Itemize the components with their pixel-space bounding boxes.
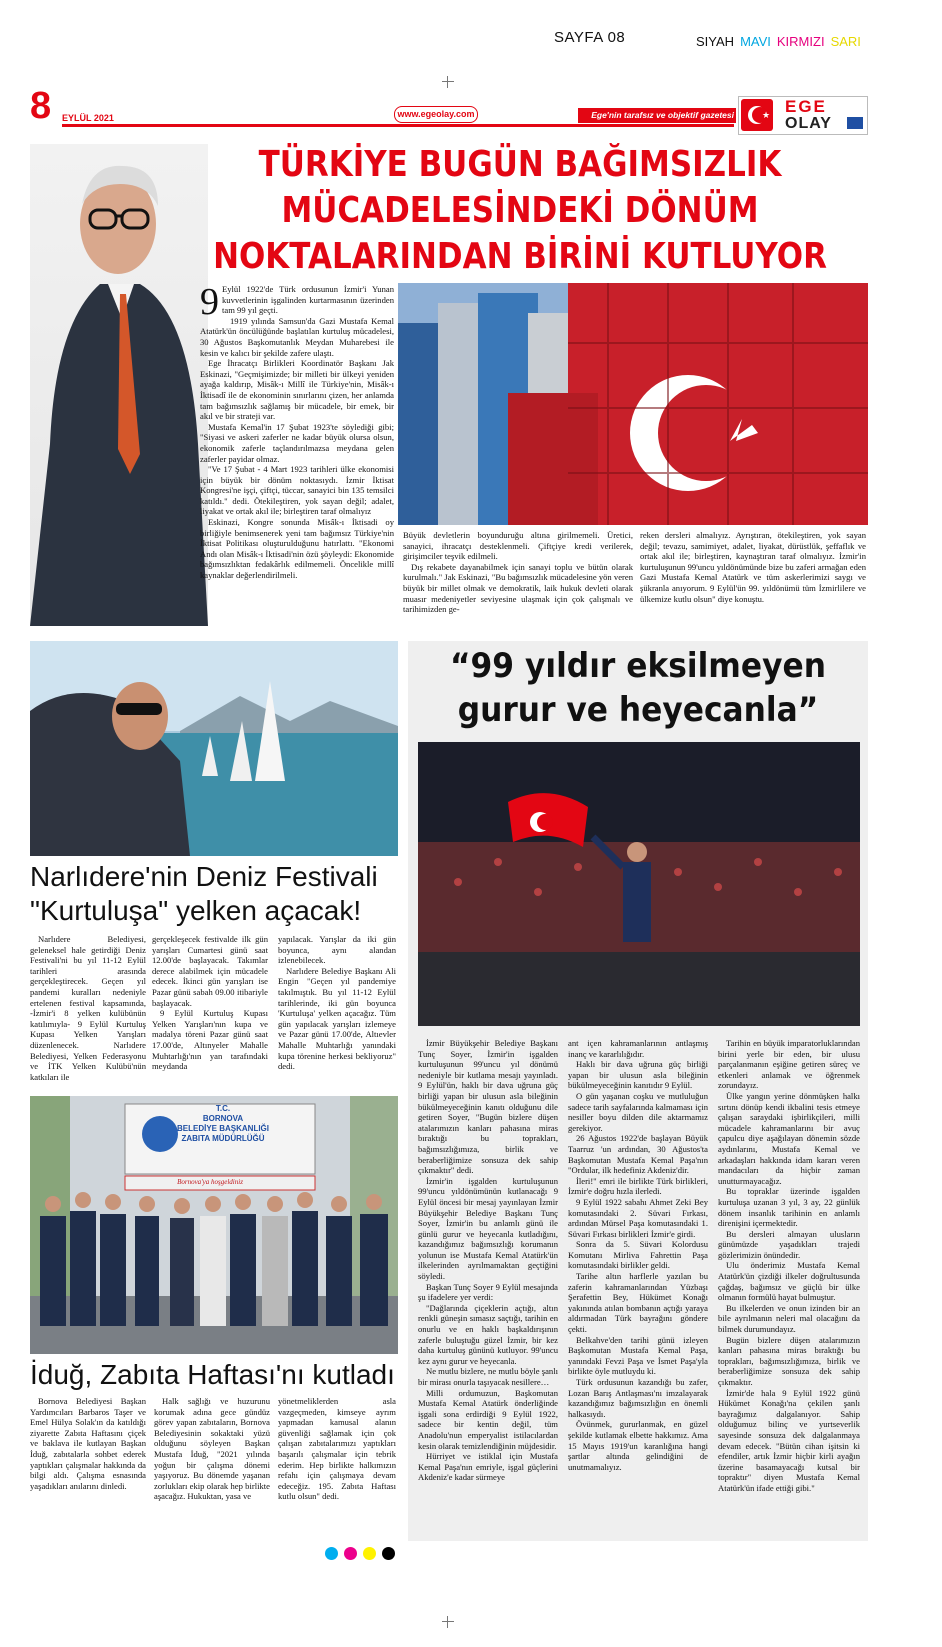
article3-headline: İduğ, Zabıta Haftası'nı kutladı — [30, 1359, 395, 1390]
article2-headline — [30, 860, 400, 928]
color-dot-black — [382, 1547, 395, 1560]
logo-flag — [847, 117, 863, 129]
paragraph: yönetmeliklerden asla vazgeçmeden, kimseye ayrım yapmadan kamusal alanın güvenliği sağlamak için çok çalışan zabıtalarımızı yaptıkları başarılı çalışmalar için tebrik ederim. Hep birlikte halkımızın refahı için çalışmaya devam edeceğiz. 195. Zabıta Haftası kutlu olsun" dedi. — [278, 1396, 396, 1502]
paragraph: İzmir Büyükşehir Belediye Başkanı Tunç Soyer, İzmir'in işgalden kurtuluşunun 99'uncu yıl dönümü nedeniyle bir kutlama mesajı yayınladı. 9 Eylül'ün, haklı bir dava uğruna güç birliği yapan bir ulusun asla bileğinin bükülmeyeceğinin kanıtı olduğunu dile getiren Soyer, "Bugün bizlere düşen atalarımızın kanları pahasına miras bıraktığı bu toprakları, bağımsızlığımıza, birlik ve beraberliğimize sonsuza dek sahip çıkmaktır" dedi. — [418, 1038, 558, 1176]
paragraph: Sonra da 5. Süvari Kolordusu Komutanı Mirliva Fahrettin Paşa komutasındaki birlikler geldi. — [568, 1239, 708, 1271]
paragraph: Belkahve'den tarihi günü izleyen Başkomutan Mustafa Kemal Paşa, yanındaki Fevzi Paşa ve İsmet Paşa'yla birlikte öyle mutluydu ki. — [568, 1334, 708, 1377]
page-number: 8 — [30, 85, 52, 127]
logo-top: EGE — [785, 97, 827, 116]
welcome-banner: Bornova'ya hoşgeldiniz — [177, 1178, 243, 1186]
paragraph: Mustafa Kemal'in 17 Şubat 1923'te söylediği gibi; "Siyasi ve askeri zaferler ne kadar büyük olursa olsun, ekonomik zaferle taçlandırılmazsa meydana gelen zaferler payidar olmaz. — [200, 421, 394, 464]
paragraph: Ege İhracatçı Birlikleri Koordinatör Başkanı Jak Eskinazi, "Geçmişimizde; bir milleti bir ülkeyi yeniden ayağa kaldırıp, Misâk-ı Millî ile Türkiye'nin, Misâk-ı İktisadî ile de ekonominin sınırlarını çizen, her anlamda tam bağımsızlık sağlamış bir mücadele, bir emek, bir akıl ve bir strateji var. — [200, 358, 394, 422]
logo-bottom: OLAY — [785, 115, 832, 132]
paragraph: Büyük devletlerin boyunduruğu altına girilmemeli. Üretici, sanayici, ihracatçı desteklenmeli. Çiftçiye kredi verilerek, girişimciler teşvik edilmeli. — [403, 530, 633, 562]
paragraph: Eylül 1922'de Türk ordusunun İzmir'i Yunan kuvvetlerinin işgalinden kurtarmasının üzerinden tam 99 yıl geçti. — [222, 284, 394, 316]
registration-mark-bottom — [442, 1616, 454, 1628]
color-label-yellow: SARI — [830, 34, 861, 49]
portrait-photo — [30, 144, 208, 626]
paragraph: Bu topraklar üzerinde işgalden kurtuluşa uzanan 3 yıl, 3 ay, 22 günlük dönem insanlık tarihinin en anlamlı direnişini içermektedir. — [718, 1186, 860, 1229]
article3-column-3 — [278, 1396, 396, 1502]
color-label-cyan: MAVI — [740, 34, 771, 49]
paragraph: Ne mutlu bizlere, ne mutlu böyle şanlı bir mirası onurla taşıyacak nesillere… — [418, 1366, 558, 1387]
article4-headline-line2: gurur ve heyecanla” — [457, 690, 819, 730]
paragraph: "Dağlarında çiçeklerin açtığı, altın renkli güneşin sımasız saçtığı, tarihin en onurlu ve en haklı başkaldırışının zaferle buluştuğu güzel İzmir, bir kez daha kurtuluş gününü kutluyor. 99'uncu kez aynı gurur ve heyecanla. — [418, 1302, 558, 1366]
paragraph: Türk ordusunun kazandığı bu zafer, Lozan Barış Antlaşması'nı imzalayarak kazandığımız bağımsızlığın en önemli halkasıydı. — [568, 1377, 708, 1419]
article1-column-2 — [403, 530, 633, 615]
paragraph: Ulu önderimiz Mustafa Kemal Atatürk'ün çizdiği ilkeler doğrultusunda çağdaş, bağımsız ve güçlü bir ülke olmanın formülü hayat bulmuştur. — [718, 1260, 860, 1303]
color-dot-magenta — [344, 1547, 357, 1560]
paragraph: reken dersleri almalıyız. Ayrıştıran, ötekileştiren, yok sayan değil; tevazu, samimiyet, adalet, liyakat, dürüstlük, şeffaflık ve ortak akıl ile; birleştiren, kaynaştıran taraf olmalıyız. İzmir'in kurtuluşunun 99'uncu yıldönümünde bize bu zaferi armağan eden Gazi Mustafa Kemal Atatürk ve tüm askerlerimizi saygı ve şükranla anıyorum. 9 Eylül'ün 99. yıldönümü tüm İzmirlilere ve ülkemize kutlu olsun" diye konuştu. — [640, 530, 866, 604]
paragraph: Milli ordumuzun, Başkomutan Mustafa Kemal Atatürk önderliğinde işgali sona erdirdiği 9 Eylül 1922, sadece bir kentin değil, tüm Anadolu'nun emperyalist istilacılardan kesin olarak temizlendiğinin müjdesidir. — [418, 1387, 558, 1451]
paragraph: Hürriyet ve istiklal için Mustafa Kemal Paşa'nın emriyle, işgal güçlerini Akdeniz'e kadar sürmeye — [418, 1451, 558, 1483]
containers-flag-photo — [398, 283, 868, 525]
sailing-photo — [30, 641, 398, 856]
article1-column-1 — [200, 284, 394, 624]
article3-column-2 — [154, 1396, 270, 1502]
paragraph: yapılacak. Yarışlar da iki gün boyunca, aynı alandan izlenebilecek. — [278, 934, 396, 966]
paragraph: 9 Eylül Kurtuluş Kupası Yelken Yarışları'nın kupa ve madalya töreni Pazar günü saat 17.00'de, Altınyeler Mahalle Muhtarlığı'nın yan tarafındaki meydanda — [152, 1008, 268, 1072]
paragraph: "Ve 17 Şubat - 4 Mart 1923 tarihleri ülke ekonomisi için büyük bir dönüm noktasıydı. İzmir İktisat Kongresi'ne işçi, çiftçi, tüccar, sanayici bin 135 temsilci katıldı." dedi. Ötekileştiren, yok sayan değil; adalet, liyakat ve ortak akıl ile; birleştiren taraf olmalıyız — [200, 464, 394, 517]
office-sign-line4: ZABITA MÜDÜRLÜĞÜ — [181, 1134, 265, 1143]
article3-column-1 — [30, 1396, 146, 1491]
paragraph: Ülke yangın yerine dönmüşken halkı sırtını dönüp kendi ikbalini tesis etmeye çalışan saraydaki işbirlikçileri, milli mücadele kahramanlarını bir avuç çapulcu diye aşağılayan dönemin sözde aydınlarını, Mustafa Kemal ve arkadaşları hakkında idam kararı veren mandacıları da hiçbir zaman unutturmayacağız. — [718, 1090, 860, 1186]
article1-headline-line2: MÜCADELESİNDEKİ DÖNÜM — [281, 190, 759, 231]
office-sign-line2: BORNOVA — [202, 1114, 244, 1123]
paragraph: Bugün bizlere düşen atalarımızın kanları pahasına miras bıraktığı bu toprakları, bağımsızlığımıza, birlik ve beraberliğimize sonsuza dek sahip çıkmaktır. — [718, 1334, 860, 1387]
paragraph: İzmir'in işgalden kurtuluşunun 99'uncu yıldönümünün kutlanacağı 9 Eylül öncesi bir mesaj yayınlayan İzmir Büyükşehir Belediye Başkanı Tunç Soyer, İzmir'in bu anlamlı günü ile günlü gurur ve heyecanla kutladığını, kazandığımız bağımsızlığı korumanın yolunun ise Mustafa Kemal Atatürk'ün ilkelerinden ayrılmamaktan geçtiğini söyledi. — [418, 1175, 558, 1282]
article1-headline-line3: NOKTALARINDAN BİRİNİ KUTLUYOR — [213, 236, 827, 277]
color-label-magenta: KIRMIZI — [776, 34, 825, 49]
paragraph: Dış rekabete dayanabilmek için sanayi toplu ve bütün olarak kurulmalı." Jak Eskinazi, "Bu bağımsızlık mücadelesine yön veren büyük bir millet olmak ve demokratik, laik hukuk devleti olarak muasır medeniyetler seviyesine ulaşmak için çok çalışmalı ve tarihimizden ge- — [403, 561, 633, 615]
drop-cap: 9 — [200, 284, 219, 323]
paragraph: Eskinazi, Kongre sonunda Misâk-ı İktisadi oy birliğiyle benimsenerek yeni tam bağımsız Türkiye'nin İktisat Politikası oluşturulduğunu hatırlattı. "Ekonomi Andı olan Misâk-ı İktisadi'nin özü şöyleydi: Ekonomide bağımsızlıktan fedakârlık edilmemeli. Öncelikle millî kaynaklar değerlendirilmeli. — [200, 517, 394, 581]
office-sign — [165, 1104, 281, 1144]
color-label-black: SIYAH — [696, 34, 735, 49]
article4-headline-line1: “99 yıldır eksilmeyen — [449, 646, 826, 686]
article2-column-3 — [278, 934, 396, 1072]
paragraph: İleri!" emri ile birlikte Türk birlikleri, İzmir'e doğru hızla ilerledi. — [568, 1175, 708, 1197]
paragraph: Başkan Tunç Soyer 9 Eylül mesajında şu ifadelere yer verdi: — [418, 1281, 558, 1303]
paragraph: Övünmek, gururlanmak, en güzel şekilde kutlamak elbette hakkımız. Ama 15 Mayıs 1919'un karanlığına hangi şartlar altında gelindiğini de unutmamalıyız. — [568, 1419, 708, 1472]
paragraph: Haklı bir dava uğruna güç birliği yapan bir ulusun asla bileğinin bükülmeyeceğinin kanıtıdır 9 Eylül. — [568, 1059, 708, 1091]
paragraph: Bornova Belediyesi Başkan Yardımcıları Barbaros Taşer ve Emel Hülya Solak'ın da katıldığı ziyarette Zabıta Haftasını çiçek ve baklava ile kutlayan Başkan İduğ, zabıtalarla sohbet ederek yaptıkları çalışmalar hakkında da bilgi aldı. Çalışma esnasında yaşadıkları anılarını dinledi. — [30, 1396, 146, 1491]
page-label: SAYFA 08 — [554, 29, 626, 46]
logo-crescent-star-icon: ★ — [741, 99, 773, 131]
article1-column-3 — [640, 530, 866, 604]
header-rule — [62, 124, 734, 127]
celebration-photo — [418, 742, 860, 1026]
article1-headline — [210, 142, 829, 280]
paragraph: 9 Eylül 1922 sabahı Ahmet Zeki Bey komutasındaki 2. Süvari Fırkası, ardından Mürsel Paşa komutasındaki 1. Süvari Fırkası birlikleri İzmir'e girdi. — [568, 1196, 708, 1239]
color-dot-yellow — [363, 1547, 376, 1560]
color-dots — [322, 1545, 398, 1564]
color-dot-cyan — [325, 1547, 338, 1560]
paragraph: Narlıdere Belediyesi, geleneksel hale getirdiği Deniz Festivali'ni bu yıl 11-12 Eylül tarihleri arasında gerçekleştirecek. Geçen yıl pandemi kuralları nedeniyle ertelenen festival kapsamında, -İzmir'i 8 yelken kulübünün katılımıyla- 9 Eylül Kurtuluş Kupası Yelken Yarışları düzenlenecek. Narlıdere Belediyesi, Yelken Federasyonu ve İTK Yelken Kulübü'nün katkıları ile — [30, 934, 146, 1082]
paragraph: ant içen kahramanlarının antlaşmış inanç ve kararlılığıdır. — [568, 1038, 708, 1059]
article4-headline — [426, 644, 849, 732]
article2-headline-line2: "Kurtuluşa" yelken açacak! — [30, 895, 362, 926]
paragraph: gerçekleşecek festivalde ilk gün yarışları Cumartesi günü saat 12.00'de başlayacak. Takımlar derece alabilmek için mücadele edecek. İkinci gün yarışları ise Pazar günü sabah 09.00 itibariyle başlayacak. — [152, 934, 268, 1008]
registration-mark-top — [442, 76, 454, 88]
article2-column-2 — [152, 934, 268, 1072]
paragraph: Halk sağlığı ve huzurunu korumak adına gece gündüz görev yapan zabıtaların, Bornova Belediyesinin sokaktaki yüzü olduğunu söyleyen Başkan Mustafa İduğ, "2021 yılında yoğun bir çalışma dönemi yaşıyoruz. Bu dönemde yaşanan zorlukları ekip olarak hep birlikte aşacağız. Hukuktan, yasa ve — [154, 1396, 270, 1502]
paragraph: Bu ilkelerden ve onun izinden bir an bile ayrılmanın neleri mal olacağını da bilmek durumundayız. — [718, 1302, 860, 1335]
office-sign-line1: T.C. — [215, 1104, 231, 1113]
paragraph: Narlıdere Belediye Başkanı Ali Engin "Geçen yıl pandemiye takılmıştık. Bu yıl 11-12 Eylül tarihlerinde, iki gün boyunca 'Kurtuluşa' yelken açacağız. Tüm gün yapılacak yarışları izlemeye ve Pazar günü 17.00'de, Altıevler Mahalle Muhtarlığı yanındaki kupa törenine herkesi bekliyoruz" dedi. — [278, 965, 396, 1072]
article4-column-3 — [718, 1038, 860, 1494]
website-link[interactable]: www.egeolay.com — [394, 106, 478, 123]
article2-column-1 — [30, 934, 146, 1082]
color-bar — [690, 31, 861, 50]
issue-date: EYLÜL 2021 — [62, 113, 114, 123]
logo — [738, 96, 868, 135]
paragraph: İzmir'de hala 9 Eylül 1922 günü Hükümet Konağı'na çekilen şanlı bayrağımız dalgalanıyor. Sahip olduğumuz bilinç ve yurtseverlik sayesinde sonsuza dek dalgalanmaya devam edecek. "Bütün cihan işitsin ki efendiler, artık İzmir hiçbir kirli ayağın üzerine basamayacağı kutsal bir topraktır" diyen Mustafa Kemal Atatürk'ün ifade ettiği gibi." — [718, 1387, 860, 1493]
article4-column-1 — [418, 1038, 558, 1483]
paragraph: Tarihin en büyük imparatorluklarından birini yerle bir eden, bir ulusu parçalanmanın eşiğine getiren süreç ve etkenleri anlamak ve öğrenmek zorundayız. — [718, 1038, 860, 1091]
paragraph: 1919 yılında Samsun'da Gazi Mustafa Kemal Atatürk'ün öncülüğünde başlatılan kurtuluş mücadelesi, 30 Ağustos Başkomutanlık Meydan Muharebesi ile kesin ve kalıcı bir şekilde zafere ulaştı. — [200, 315, 394, 358]
paragraph: O gün yaşanan coşku ve mutluluğun sadece tarih sayfalarında kalmaması için nesiller boyu dilden dile aktarmamız gerekiyor. — [568, 1090, 708, 1133]
office-sign-line3: BELEDİYE BAŞKANLIĞI — [176, 1124, 269, 1133]
article4-column-2 — [568, 1038, 708, 1472]
article1-headline-line1: TÜRKİYE BUGÜN BAĞIMSIZLIK — [258, 144, 782, 185]
paragraph: Bu dersleri almayan ulusların günümüzde yaşadıkları trajedi gözlerimizin önündedir. — [718, 1228, 860, 1260]
slogan: Ege'nin tarafsız ve objektif gazetesi — [591, 110, 734, 120]
paragraph: 26 Ağustos 1922'de başlayan Büyük Taarruz 'un ardından, 30 Ağustos'ta Başkomutan Mustafa Kemal Paşa'nın "Ordular, ilk hedefiniz Akdeniz'dir. — [568, 1133, 708, 1176]
paragraph: Tarihe altın harflerle yazılan bu zaferin kahramanlarından Yüzbaşı Şerafettin Bey, Hükümet Konağı yakınında atılan bombanın açtığı yaraya aldırmadan Türk bayrağını göndere çekti. — [568, 1271, 708, 1335]
article2-headline-line1: Narlıdere'nin Deniz Festivali — [30, 861, 378, 892]
